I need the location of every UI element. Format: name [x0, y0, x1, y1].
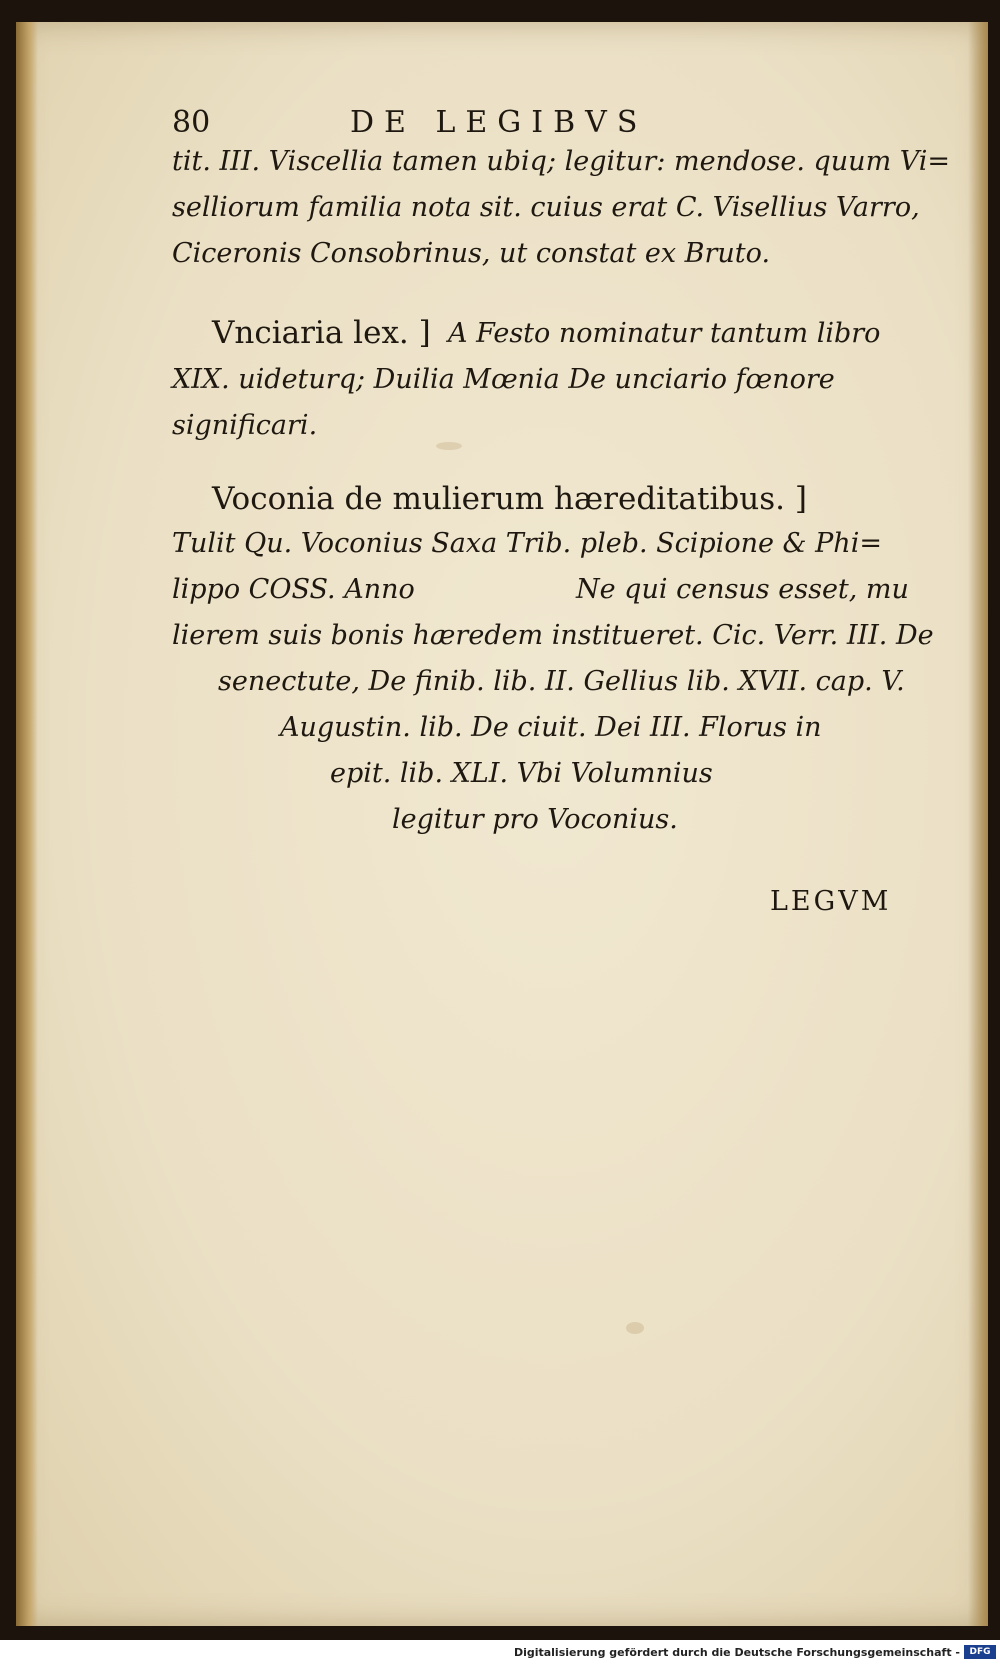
text-line: lippo COSS. Anno [172, 574, 415, 605]
text-line: senectute, De finib. lib. II. Gellius lib. XVII. cap. V. [218, 666, 905, 697]
text-line: Tulit Qu. Voconius Saxa Trib. pleb. Scipione & Phi= [172, 528, 882, 559]
text-line: legitur pro Voconius. [392, 804, 678, 835]
text-line: epit. lib. XLI. Vbi Volumnius [330, 758, 713, 789]
text-line: selliorum familia nota sit. cuius erat C. Visellius Varro, [172, 192, 920, 223]
text-line: XIX. uideturq; Duilia Mœnia De unciario fœnore [172, 364, 835, 395]
page-edge-right [968, 22, 988, 1626]
dfg-logo-icon: DFG [964, 1645, 996, 1659]
text-line: significari. [172, 410, 318, 441]
digitization-footer [0, 1640, 1000, 1665]
text-line: tit. III. Viscellia tamen ubiq; legitur: mendose. quum Vi= [172, 146, 951, 177]
footer-credit: Digitalisierung gefördert durch die Deutsche Forschungsgemeinschaft - [513, 1646, 960, 1659]
text-line: A Festo nominatur tantum libro [448, 318, 881, 349]
folio-number: 80 [172, 105, 211, 140]
entry-heading: Vnciaria lex. ] [212, 315, 431, 351]
paper-stain [436, 442, 462, 450]
text-line: lierem suis bonis hæredem institueret. Cic. Verr. III. De [172, 620, 934, 651]
text-line: Augustin. lib. De ciuit. Dei III. Florus in [280, 712, 822, 743]
entry-heading: Voconia de mulierum hæreditatibus. ] [212, 481, 807, 517]
text-line: Ne qui census esset, mu [576, 574, 909, 605]
text-line: Ciceronis Consobrinus, ut constat ex Bruto. [172, 238, 771, 269]
running-head: DE LEGIBVS [350, 105, 648, 140]
catchword: LEGVM [770, 886, 892, 917]
page-edge-left [16, 22, 38, 1626]
paper-stain [626, 1322, 644, 1334]
